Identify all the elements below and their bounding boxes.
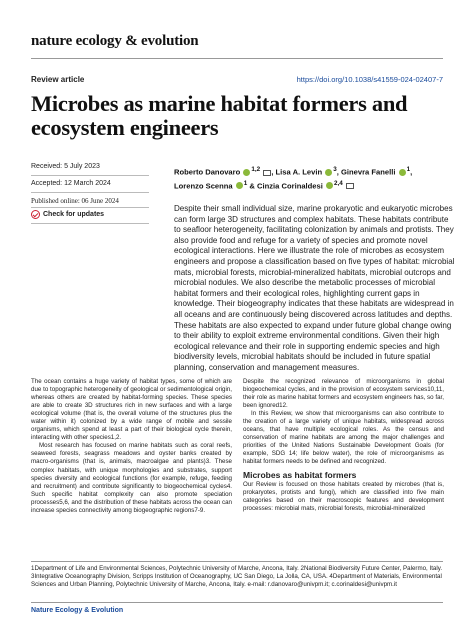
article-type: Review article — [31, 75, 85, 84]
orcid-icon[interactable] — [236, 182, 243, 189]
meta-divider — [31, 207, 149, 208]
abstract: Despite their small individual size, marine prokaryotic and eukaryotic microbes can form large 3D structures and complex habitats. These habitats contribute to seafloor heterogeneity, facilitating colonization by animals and protists. They also provide food and refuge for a variety of species and promote novel ecological interactions. Here we illustrate the role of microbes as ecosystem engineers and propose a classification based on five types of habitat: microbial mats, microbial forests, microbial-mineralized habitats, microbial outcrops and microbial nodules. We also describe the metabolic processes of microbial habitat formers and their ecological roles, highlighting current gaps in knowledge. Their biogeography indicates that these habitats are widespread in all oceans and are continuously being discovered across latitudes and depths. These habitats are also expected to expand under future global change owing to their ability to exploit extreme environmental conditions. Given their high ecological relevance and their role in supporting endemic species and high biodiversity levels, microbial habitats should be included in future spatial planning, conservation and management measures. — [174, 204, 455, 372]
affiliations-footnote: 1Department of Life and Environmental Sciences, Polytechnic University of Marche, Ancona, Italy. 2National Biodiversity Future Center, Palermo, Italy. 3Integrative Oceanography Division, Scripps Institution of Oceanography, UC San Diego, La Jolla, CA, USA. 4Department of Materials, Environmental Sciences and Urban Planning, Polytechnic University of Marche, Ancona, Italy. e-mail: r.danovaro@univpm.it; c.corinaldesi@univpm.it — [31, 565, 443, 589]
orcid-icon[interactable] — [326, 182, 333, 189]
accepted-date: Accepted: 12 March 2024 — [31, 180, 111, 187]
paragraph: The ocean contains a huge variety of habitat types, some of which are due to topographic heterogeneity of geological or sedimentological origin, whereas others are created by habitat-forming species. These species are able to create 3D structures rich in new surfaces and with a large ecological volume (that is, the overall volume of the structures plus the water within it) colonized by a wide range of mobile and sessile organisms, which spend at least a part of their biological cycle therein, interacting with other species1,2. — [31, 378, 232, 442]
author-name[interactable]: Cinzia Corinaldesi — [257, 181, 323, 191]
orcid-icon[interactable] — [243, 169, 250, 176]
header-rule — [31, 58, 443, 59]
paragraph: Our Review is focused on those habitats created by microbes (that is, prokaryotes, protists and fungi), which are classified into five main categories based on their macroscopic features and development processes: microbial mats, microbial forests, microbial-mineralized — [243, 480, 444, 512]
check-updates-icon — [31, 210, 40, 219]
check-updates-label: Check for updates — [43, 211, 105, 218]
footnote-rule — [31, 561, 443, 562]
orcid-icon[interactable] — [399, 169, 406, 176]
paragraph: In this Review, we show that microorganisms can also contribute to the creation of a large variety of unique habitats, widespread across oceans, that have multiple ecological roles. As the census and conservation of marine habitats are among the major challenges and priorities of the United Nations Sustainable Development Goals (for example, SDG 14; life below water), the role of microorganisms as habitat formers needs to be defined and recognized. — [243, 410, 444, 466]
journal-name: nature ecology & evolution — [31, 33, 199, 49]
body-column-right — [243, 378, 444, 513]
doi-link[interactable]: https://doi.org/10.1038/s41559-024-02407-7 — [296, 75, 443, 84]
footer-journal[interactable]: Nature Ecology & Evolution — [31, 607, 124, 614]
footer-rule — [31, 602, 443, 603]
author-name[interactable]: Roberto Danovaro — [174, 167, 241, 177]
paragraph: Most research has focused on marine habitats such as coral reefs, seaweed forests, seagrass meadows and oyster banks created by macro-organisms (that is, animals, macroalgae and plants)3. These complex habitats, with unique morphologies and substrates, support species diversity and ecological functions (for example, refuge, feeding and recruitment) and contribute significantly to biogeochemical cycles4. Such specific habitat complexity can also promote speciation processes5,6, and the distribution of these habitats across the ocean can increase species connectivity among biogeographic regions7-9. — [31, 442, 232, 514]
author-name[interactable]: Lisa A. Levin — [275, 167, 323, 177]
article-title: Microbes as marine habitat formers and ecosystem engineers — [31, 91, 408, 140]
check-updates-button[interactable] — [31, 210, 104, 219]
author-name[interactable]: Ginevra Fanelli — [341, 167, 396, 177]
author-name[interactable]: Lorenzo Scenna — [174, 181, 233, 191]
meta-divider — [31, 223, 149, 224]
paragraph: Despite the recognized relevance of microorganisms in global biogeochemical cycles, and in the provision of ecosystem services10,11, their role as marine habitat formers and ecosystem engineers has, so far, been ignored12. — [243, 378, 444, 410]
email-icon[interactable] — [346, 183, 354, 189]
published-date: Published online: 06 June 2024 — [31, 197, 119, 205]
section-heading: Microbes as habitat formers — [243, 469, 357, 480]
orcid-icon[interactable] — [325, 169, 332, 176]
received-date: Received: 5 July 2023 — [31, 163, 100, 170]
author-list: Roberto Danovaro $^{1,2}$ , Lisa A. Levin $^3$, Ginevra Fanelli $^1$, Lorenzo Scenna $^1$ & Cinzia Corinaldesi $^{2,4}$ — [174, 166, 413, 191]
body-column-left — [31, 378, 232, 515]
meta-divider — [31, 192, 149, 193]
meta-divider — [31, 175, 149, 176]
